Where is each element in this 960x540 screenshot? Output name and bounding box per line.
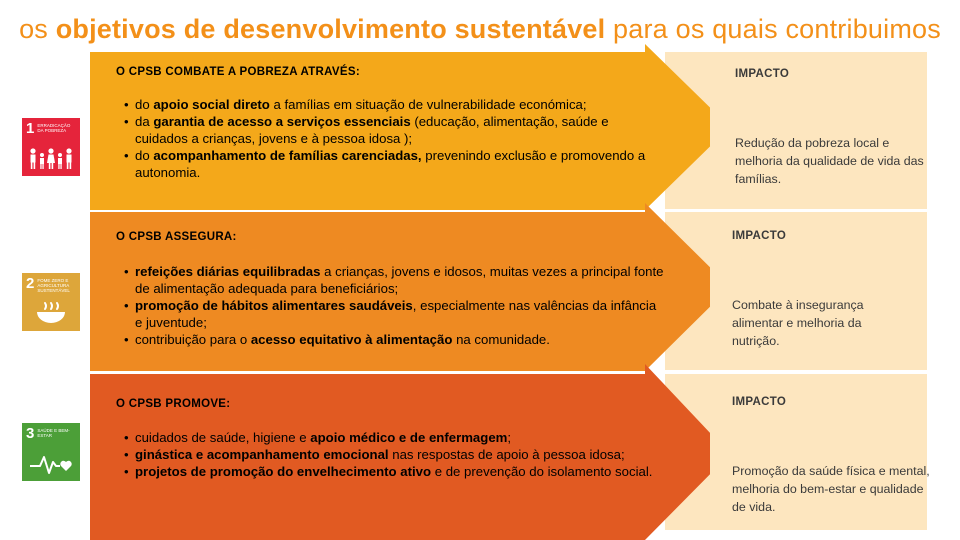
food-bowl-icon xyxy=(28,300,74,326)
sdg-number: 3 xyxy=(26,425,35,442)
impact-text: Redução da pobreza local e melhoria da qualidade de vida das famílias. xyxy=(735,136,924,186)
people-family-icon xyxy=(28,147,74,171)
section-arrow-health xyxy=(90,364,710,540)
impact-title: IMPACTO xyxy=(732,396,787,408)
bullet-item: • projetos de promoção do envelhecimento ativo e de prevenção do isolamento social. xyxy=(124,463,664,480)
section-heading: O CPSB ASSEGURA: xyxy=(116,231,237,243)
bullet-list xyxy=(124,429,664,480)
bullet-item: • refeições diárias equilibradas a crianças, jovens e idosos, muitas vezes a principal fonte de alimentação adequada para beneficiários; xyxy=(124,263,664,297)
section-arrow-food xyxy=(90,203,710,371)
section-heading: O CPSB COMBATE A POBREZA ATRAVÉS: xyxy=(116,66,360,78)
impact-text: Combate à insegurança alimentar e melhoria da nutrição. xyxy=(732,298,864,348)
sdg-number: 2 xyxy=(26,275,35,292)
sdg-1-badge xyxy=(22,118,80,176)
sdg-number: 1 xyxy=(26,120,35,137)
sdg-3-badge xyxy=(22,423,80,481)
sdg-label: SAÚDE E BEM-ESTAR xyxy=(37,428,70,438)
page-title: os objetivos de desenvolvimento sustentável para os quais contribuimos xyxy=(19,14,941,44)
bullet-list xyxy=(124,96,664,181)
bullet-item: • do acompanhamento de famílias carenciadas, prevenindo exclusão e promovendo a autonomia. xyxy=(124,147,664,181)
section-heading: O CPSB PROMOVE: xyxy=(116,398,231,410)
bullet-item: • contribuição para o acesso equitativo à alimentação na comunidade. xyxy=(124,331,664,348)
sdg-label: ERRADICAÇÃO DA POBREZA xyxy=(37,123,71,133)
sdg-2-badge xyxy=(22,273,80,331)
impact-title: IMPACTO xyxy=(735,68,790,80)
bullet-item: • promoção de hábitos alimentares saudáveis, especialmente nas valências da infância e juventude; xyxy=(124,297,664,331)
bullet-item: • da garantia de acesso a serviços essenciais (educação, alimentação, saúde e cuidados a crianças, jovens e à pessoa idosa ); xyxy=(124,113,664,147)
bullet-item: • ginástica e acompanhamento emocional nas respostas de apoio à pessoa idosa; xyxy=(124,446,664,463)
bullet-item: • do apoio social direto a famílias em situação de vulnerabilidade económica; xyxy=(124,96,664,113)
bullet-list xyxy=(124,263,664,348)
sdg-label: FOME ZERO E AGRICULTURA SUSTENTÁVEL xyxy=(37,278,70,293)
impact-text: Promoção da saúde física e mental, melhoria do bem-estar e qualidade de vida. xyxy=(732,464,930,514)
bullet-item: • cuidados de saúde, higiene e apoio médico e de enfermagem; xyxy=(124,429,664,446)
impact-title: IMPACTO xyxy=(732,230,787,242)
section-arrow-poverty xyxy=(90,44,710,210)
heartbeat-icon xyxy=(28,452,74,476)
